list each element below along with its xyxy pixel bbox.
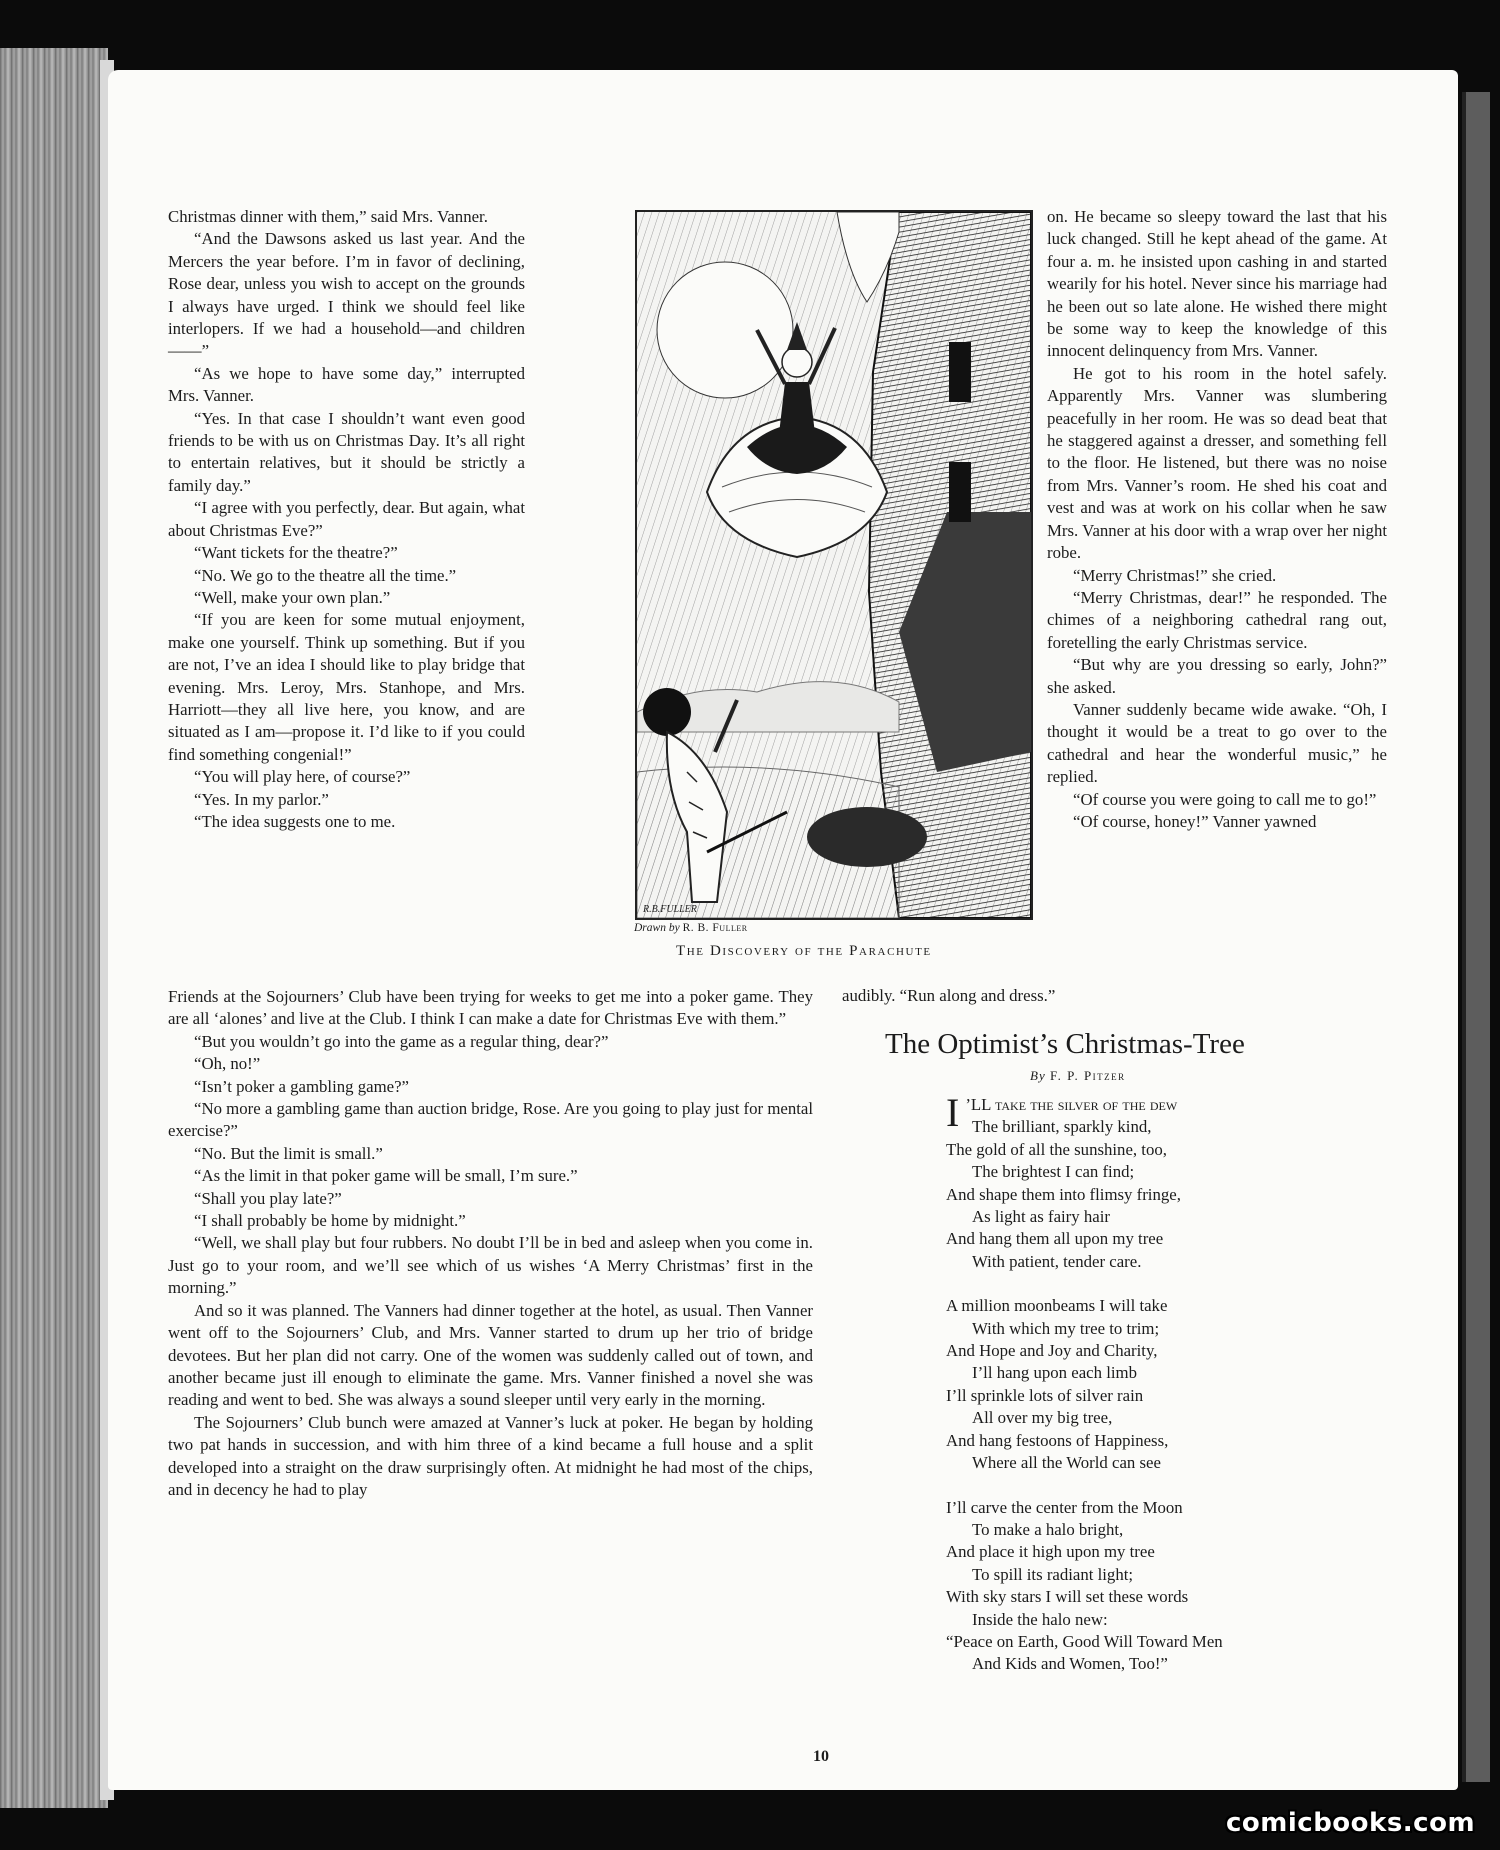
man-head bbox=[643, 688, 691, 736]
poem-line: All over my big tree, bbox=[972, 1408, 1113, 1428]
window bbox=[949, 462, 971, 522]
poem-line: As light as fairy hair bbox=[972, 1207, 1110, 1227]
poem-first-line: ’LL take the silver of the dew bbox=[965, 1095, 1178, 1114]
site-watermark: comicbooks.com bbox=[1226, 1808, 1476, 1838]
poem-line: The brightest I can find; bbox=[972, 1162, 1135, 1182]
paragraph: Friends at the Sojourners’ Club have been trying for weeks to get me into a poker game. They are all ‘alones’ and live at the Club. I think I can make a date for Christmas Eve with them.” bbox=[168, 987, 813, 1029]
poem-line: And shape them into flimsy fringe, bbox=[946, 1184, 1181, 1204]
paragraph: “You will play here, of course?” bbox=[194, 767, 411, 787]
paragraph: And so it was planned. The Vanners had dinner together at the hotel, as usual. Then Vanner went off to the Sojourners’ Club, and Mrs. Vanner started to drum up her trio of bridge devotees. But her plan did not carry. One of the women was suddenly called out of town, and another became just ill enough to eliminate the game. Mrs. Vanner finished a novel she was reading and went to bed. She was always a sound sleeper until very early in the morning. bbox=[168, 1300, 813, 1410]
paragraph: “As the limit in that poker game will be small, I’m sure.” bbox=[194, 1166, 578, 1186]
credit-name: R. B. Fuller bbox=[682, 922, 748, 934]
poem-stanza bbox=[946, 1090, 1326, 1273]
illustration-caption: The Discovery of the Parachute bbox=[676, 943, 932, 959]
poem-line: And hang them all upon my tree bbox=[946, 1229, 1164, 1249]
window bbox=[949, 342, 971, 402]
poem-line: With which my tree to trim; bbox=[972, 1318, 1160, 1338]
article-left-column bbox=[168, 206, 525, 833]
credit-prefix: Drawn by bbox=[634, 922, 680, 934]
drop-cap: I bbox=[946, 1090, 960, 1135]
book-binding bbox=[0, 48, 108, 1808]
poem-line: “Peace on Earth, Good Will Toward Men bbox=[946, 1631, 1223, 1651]
poem-title: The Optimist’s Christmas-Tree bbox=[885, 1028, 1245, 1060]
illustration bbox=[635, 210, 1033, 920]
bodice bbox=[779, 382, 815, 434]
paragraph: “Yes. In that case I shouldn’t want even good friends to be with us on Christmas Day. It’s all right to entertain relatives, but it should be strictly a family day.” bbox=[168, 408, 525, 495]
paragraph: “No. We go to the theatre all the time.” bbox=[194, 565, 457, 585]
poem-line: And hang festoons of Happiness, bbox=[946, 1430, 1169, 1450]
paragraph: “And the Dawsons asked us last year. And the Mercers the year before. I’m in favor of declining, Rose dear, unless you wish to accept on the grounds I always have urged. I think we should feel like interlopers. If we had a household—and children——” bbox=[168, 229, 525, 361]
paragraph: “I agree with you perfectly, dear. But again, what about Christmas Eve?” bbox=[168, 498, 525, 540]
poem-line: I’ll sprinkle lots of silver rain bbox=[946, 1385, 1144, 1405]
poem-line: Where all the World can see bbox=[972, 1453, 1161, 1473]
article-right-column bbox=[1047, 206, 1387, 833]
paragraph: Christmas dinner with them,” said Mrs. Vanner. bbox=[168, 207, 488, 226]
poem-line: Inside the halo new: bbox=[972, 1609, 1108, 1629]
bush bbox=[807, 807, 927, 867]
book-cover-edge bbox=[1462, 92, 1490, 1782]
poem-line: And place it high upon my tree bbox=[946, 1542, 1155, 1562]
paragraph: “Merry Christmas, dear!” he responded. The chimes of a neighboring cathedral rang out, foretelling the early Christmas service. bbox=[1047, 587, 1387, 652]
paragraph: “But why are you dressing so early, John?” she asked. bbox=[1047, 655, 1387, 697]
artist-signature: R.B.FULLER bbox=[643, 904, 697, 915]
poem-line: With sky stars I will set these words bbox=[946, 1587, 1189, 1607]
paragraph: “Want tickets for the theatre?” bbox=[194, 543, 398, 563]
paragraph: The Sojourners’ Club bunch were amazed at Vanner’s luck at poker. He began by holding two pat hands in succession, and with him three of a kind became a full house and a split developed into a straight on the draw surprisingly often. At midnight he had most of the chips, and in decency he had to play bbox=[168, 1412, 813, 1499]
paragraph: “Of course you were going to call me to go!” bbox=[1073, 789, 1377, 809]
poem-line: With patient, tender care. bbox=[972, 1251, 1142, 1271]
poem-byline bbox=[1030, 1068, 1126, 1084]
byline-name: F. P. Pitzer bbox=[1049, 1068, 1126, 1083]
paragraph: “I shall probably be home by midnight.” bbox=[194, 1211, 466, 1231]
paragraph: “As we hope to have some day,” interrupted Mrs. Vanner. bbox=[168, 363, 525, 406]
paragraph: “But you wouldn’t go into the game as a regular thing, dear?” bbox=[194, 1031, 609, 1051]
paragraph: “Yes. In my parlor.” bbox=[194, 789, 329, 809]
poem-line: A million moonbeams I will take bbox=[946, 1296, 1168, 1316]
poem-stanza bbox=[946, 1497, 1326, 1676]
paragraph: “Merry Christmas!” she cried. bbox=[1073, 565, 1277, 585]
poem-line: And Kids and Women, Too!” bbox=[972, 1654, 1168, 1674]
paragraph: “Shall you play late?” bbox=[194, 1188, 342, 1208]
poem-body bbox=[946, 1090, 1326, 1698]
poem-line: The gold of all the sunshine, too, bbox=[946, 1139, 1167, 1159]
byline-prefix: By bbox=[1030, 1068, 1046, 1083]
paragraph: “The idea suggests one to me. bbox=[194, 811, 396, 831]
paragraph: “Isn’t poker a gambling game?” bbox=[194, 1076, 409, 1096]
poem-stanza bbox=[946, 1295, 1326, 1474]
poem-line: I’ll carve the center from the Moon bbox=[946, 1497, 1183, 1517]
article-wide-block bbox=[168, 986, 813, 1501]
article-right-continuation: audibly. “Run along and dress.” bbox=[842, 986, 1056, 1005]
woman-head bbox=[782, 347, 812, 377]
poem-line: And Hope and Joy and Charity, bbox=[946, 1341, 1158, 1361]
page-number: 10 bbox=[813, 1748, 829, 1765]
moon bbox=[657, 262, 793, 398]
paragraph: “No more a gambling game than auction bridge, Rose. Are you going to play just for mental exercise?” bbox=[168, 1099, 813, 1141]
paragraph: He got to his room in the hotel safely. Apparently Mrs. Vanner was slumbering peacefully in her room. He was so dead beat that he staggered against a dresser, and something fell to the floor. He listened, but there was no noise from Mrs. Vanner’s room. He shed his coat and vest and was at work on his collar when he saw Mrs. Vanner at his door with a wrap over her night robe. bbox=[1047, 363, 1387, 563]
illustration-credit bbox=[634, 922, 748, 934]
paragraph: “Well, make your own plan.” bbox=[194, 587, 391, 607]
poem-line: I’ll hang upon each limb bbox=[972, 1363, 1137, 1383]
paragraph: “Well, we shall play but four rubbers. No doubt I’ll be in bed and asleep when you come in. Just go to your room, and we’ll see which of us wishes ‘A Merry Christmas’ first in the morning.” bbox=[168, 1233, 813, 1298]
poem-line: To spill its radiant light; bbox=[972, 1564, 1134, 1584]
poem-line: To make a halo bright, bbox=[972, 1519, 1124, 1539]
paragraph: “Of course, honey!” Vanner yawned bbox=[1073, 811, 1317, 831]
parachute-drawing bbox=[637, 212, 1031, 918]
paragraph: on. He became so sleepy toward the last that his luck changed. Still he kept ahead of the game. At four a. m. he insisted upon cashing in and started wearily for his hotel. Never since his marriage had he been out so late alone. He wished there might be some way to keep the knowledge of this innocent delinquency from Mrs. Vanner. bbox=[1047, 207, 1387, 361]
paragraph: Vanner suddenly became wide awake. “Oh, I thought it would be a treat to go over to the cathedral and hear the wonderful music,” he replied. bbox=[1047, 699, 1387, 787]
stanza-lines bbox=[946, 1116, 1326, 1273]
paragraph: “If you are keen for some mutual enjoyment, make one yourself. Think up something. But if you are not, I’ve an idea I should like to play bridge that evening. Mrs. Leroy, Mrs. Stanhope, and Mrs. Harriott—they all live here, you know, and are situated as I am—propose it. I’d like to if you could find something congenial!” bbox=[168, 610, 525, 764]
paragraph: “Oh, no!” bbox=[194, 1054, 261, 1074]
paragraph: “No. But the limit is small.” bbox=[194, 1143, 383, 1163]
poem-line: The brilliant, sparkly kind, bbox=[972, 1117, 1152, 1137]
